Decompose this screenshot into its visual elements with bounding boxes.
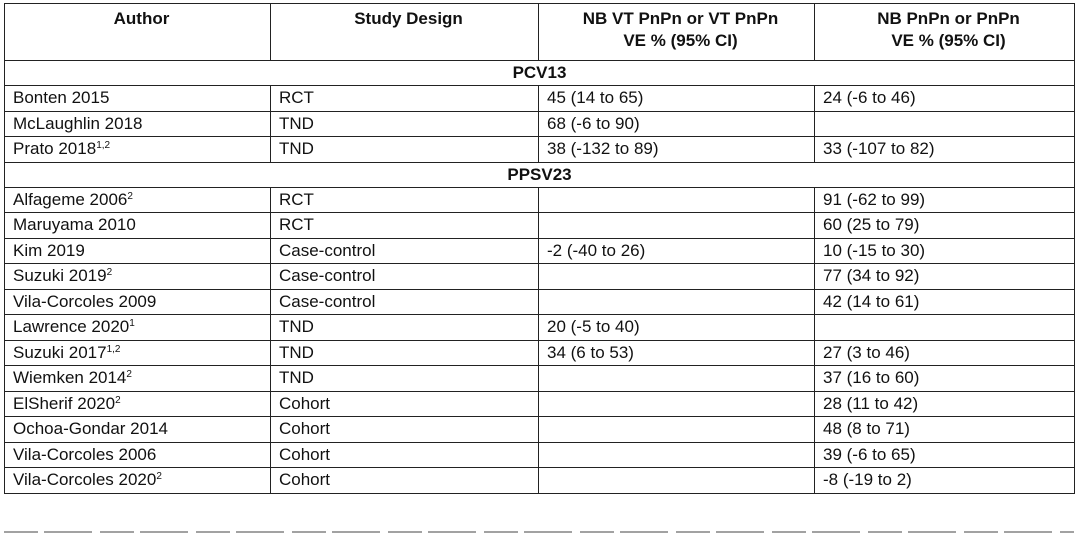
vt-ve-cell [539, 187, 815, 213]
ve-results-table [4, 3, 1075, 494]
table-row [5, 315, 1075, 341]
vt-ve-cell [539, 264, 815, 290]
vt-ve-cell-text: 45 (14 to 65) [547, 88, 644, 108]
table-row [5, 468, 1075, 494]
pn-ve-cell [815, 86, 1075, 112]
author-cell-text: Vila-Corcoles 2009 [13, 291, 157, 311]
study-design-cell-text: Cohort [279, 419, 331, 439]
study-design-cell-text: Cohort [279, 470, 331, 490]
study-design-cell-text: TND [279, 113, 314, 133]
pn-ve-cell [815, 391, 1075, 417]
pn-ve-cell-text: 48 (8 to 71) [823, 419, 910, 439]
study-design-cell [271, 264, 539, 290]
footnote-marker: 2 [127, 190, 133, 202]
pn-ve-cell [815, 289, 1075, 315]
author-cell [5, 111, 271, 137]
pn-ve-cell [815, 187, 1075, 213]
pn-ve-cell [815, 468, 1075, 494]
study-design-cell [271, 366, 539, 392]
study-design-cell-text: RCT [279, 215, 314, 235]
pn-ve-cell [815, 366, 1075, 392]
vt-ve-cell [539, 289, 815, 315]
vt-ve-cell-text: 38 (-132 to 89) [547, 139, 659, 159]
header-vt-line2: VE % (95% CI) [623, 31, 738, 50]
author-cell [5, 315, 271, 341]
pn-ve-cell-text: 27 (3 to 46) [823, 342, 910, 362]
pn-ve-cell [815, 238, 1075, 264]
author-cell [5, 264, 271, 290]
author-cell-text: McLaughlin 2018 [13, 113, 143, 133]
table-row [5, 366, 1075, 392]
vt-ve-cell [539, 213, 815, 239]
section-row-pcv13 [5, 61, 1075, 86]
vt-ve-cell [539, 315, 815, 341]
study-design-cell-text: RCT [279, 88, 314, 108]
author-cell [5, 289, 271, 315]
table-row [5, 289, 1075, 315]
vt-ve-cell [539, 111, 815, 137]
author-cell [5, 187, 271, 213]
header-vt-ve [539, 4, 815, 61]
author-cell [5, 340, 271, 366]
vt-ve-cell-text: 34 (6 to 53) [547, 342, 634, 362]
vt-ve-cell-text: 68 (-6 to 90) [547, 113, 640, 133]
pn-ve-cell-text: 42 (14 to 61) [823, 291, 920, 311]
author-cell [5, 391, 271, 417]
vt-ve-cell [539, 340, 815, 366]
footnote-marker: 2 [115, 394, 121, 406]
author-cell-text: Vila-Corcoles 2006 [13, 444, 157, 464]
author-cell-text: Maruyama 2010 [13, 215, 136, 235]
vt-ve-cell [539, 86, 815, 112]
footnote-marker: 2 [126, 369, 132, 381]
author-cell [5, 213, 271, 239]
section-label-pcv13: PCV13 [5, 61, 1075, 86]
vt-ve-cell [539, 468, 815, 494]
author-cell-text: Alfageme 2006 [13, 189, 128, 209]
vt-ve-cell [539, 442, 815, 468]
pn-ve-cell [815, 137, 1075, 163]
vt-ve-cell-text: -2 (-40 to 26) [547, 240, 646, 260]
study-design-cell [271, 391, 539, 417]
cut-off-footnote [4, 528, 1074, 535]
vt-ve-cell [539, 417, 815, 443]
section-label-ppsv23: PPSV23 [5, 162, 1075, 187]
pn-ve-cell [815, 442, 1075, 468]
header-pn-ve [815, 4, 1075, 61]
study-design-cell [271, 111, 539, 137]
pn-ve-cell-text: 10 (-15 to 30) [823, 240, 926, 260]
header-author: Author [5, 4, 271, 61]
study-design-cell-text: TND [279, 317, 314, 337]
table-row [5, 264, 1075, 290]
pn-ve-cell-text: 39 (-6 to 65) [823, 444, 916, 464]
header-pn-line1: NB PnPn or PnPn [877, 9, 1020, 28]
vt-ve-cell [539, 238, 815, 264]
study-design-cell [271, 468, 539, 494]
table-row [5, 340, 1075, 366]
pn-ve-cell-text: -8 (-19 to 2) [823, 470, 912, 490]
study-design-cell [271, 340, 539, 366]
author-cell-text: Prato 2018 [13, 139, 97, 159]
table-body [5, 61, 1075, 494]
vt-ve-cell [539, 366, 815, 392]
author-cell [5, 366, 271, 392]
pn-ve-cell-text: 77 (34 to 92) [823, 266, 920, 286]
pn-ve-cell-text: 37 (16 to 60) [823, 368, 920, 388]
study-design-cell-text: RCT [279, 189, 314, 209]
pn-ve-cell [815, 264, 1075, 290]
vt-ve-cell-text: 20 (-5 to 40) [547, 317, 640, 337]
study-design-cell-text: Cohort [279, 444, 331, 464]
author-cell-text: Kim 2019 [13, 240, 85, 260]
author-cell [5, 417, 271, 443]
study-design-cell [271, 238, 539, 264]
vt-ve-cell [539, 137, 815, 163]
author-cell [5, 468, 271, 494]
author-cell-text: Ochoa-Gondar 2014 [13, 419, 168, 439]
author-cell-text: Lawrence 2020 [13, 317, 130, 337]
pn-ve-cell [815, 417, 1075, 443]
author-cell [5, 442, 271, 468]
table-row [5, 238, 1075, 264]
table-row [5, 86, 1075, 112]
study-design-cell-text: TND [279, 139, 314, 159]
section-row-ppsv23 [5, 162, 1075, 187]
vt-ve-cell [539, 391, 815, 417]
table-row [5, 111, 1075, 137]
pn-ve-cell [815, 111, 1075, 137]
author-cell [5, 137, 271, 163]
study-design-cell [271, 315, 539, 341]
footnote-marker: 2 [156, 471, 162, 483]
author-cell-text: Wiemken 2014 [13, 368, 127, 388]
table-row [5, 213, 1075, 239]
footnote-marker: 1 [129, 318, 135, 330]
footnote-marker: 2 [106, 267, 113, 279]
pn-ve-cell-text: 33 (-107 to 82) [823, 139, 935, 159]
author-cell-text: Suzuki 2017 [13, 342, 107, 362]
study-design-cell [271, 137, 539, 163]
study-design-cell-text: Case-control [279, 266, 376, 286]
pn-ve-cell [815, 213, 1075, 239]
study-design-cell [271, 213, 539, 239]
study-design-cell-text: TND [279, 368, 314, 388]
header-study-design: Study Design [271, 4, 539, 61]
study-design-cell [271, 417, 539, 443]
author-cell [5, 238, 271, 264]
table-row [5, 391, 1075, 417]
study-design-cell-text: TND [279, 342, 314, 362]
study-design-cell [271, 289, 539, 315]
pn-ve-cell-text: 60 (25 to 79) [823, 215, 920, 235]
table-row [5, 187, 1075, 213]
pn-ve-cell-text: 28 (11 to 42) [823, 393, 919, 413]
study-design-cell [271, 187, 539, 213]
header-pn-line2: VE % (95% CI) [891, 31, 1006, 50]
study-design-cell [271, 86, 539, 112]
pn-ve-cell [815, 315, 1075, 341]
author-cell-text: Bonten 2015 [13, 88, 110, 108]
footnote-marker: 1,2 [106, 343, 121, 355]
study-design-cell-text: Case-control [279, 240, 376, 260]
table-row [5, 417, 1075, 443]
footnote-marker: 1,2 [96, 140, 111, 152]
author-cell [5, 86, 271, 112]
study-design-cell [271, 442, 539, 468]
study-design-cell-text: Cohort [279, 393, 331, 413]
author-cell-text: Suzuki 2019 [13, 266, 107, 286]
author-cell-text: ElSherif 2020 [13, 393, 116, 413]
table-row [5, 442, 1075, 468]
author-cell-text: Vila-Corcoles 2020 [13, 470, 157, 490]
table-row [5, 137, 1075, 163]
study-design-cell-text: Case-control [279, 291, 376, 311]
pn-ve-cell-text: 24 (-6 to 46) [823, 88, 916, 108]
table-header [5, 4, 1075, 61]
pn-ve-cell [815, 340, 1075, 366]
pn-ve-cell-text: 91 (-62 to 99) [823, 189, 926, 209]
header-vt-line1: NB VT PnPn or VT PnPn [582, 9, 779, 28]
